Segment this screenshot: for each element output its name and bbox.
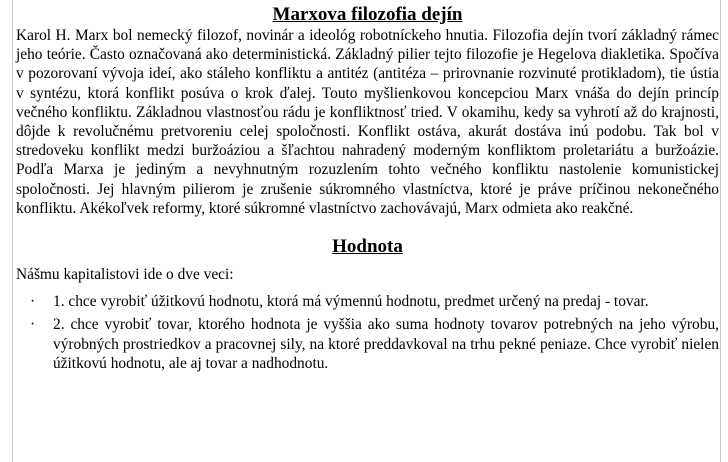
list-item [16,292,719,311]
hodnota-list [16,292,719,373]
hodnota-intro: Nášmu kapitalistovi ide o dve veci: [16,266,234,284]
list-item-text: 2. chce vyrobiť tovar, ktorého hodnota je vyššia ako suma hodnoty tovarov potrebných na jeho výrobu, výrobných prostriedkov a pracovnej sily, na ktoré preddavkoval na trhu pekné peniaze. Chce vyrobiť nielen úžitkovú hodnotu, ale aj tovar a nadhodnotu. [53,316,719,372]
section-title-hodnota: Hodnota [332,236,403,258]
list-item [16,315,719,373]
document-page [12,0,721,462]
marx-paragraph: Karol H. Marx bol nemecký filozof, novinár a ideológ robotníckeho hnutia. Filozofia dejín tvorí základný rámec jeho teórie. Často označovaná ako deterministická. Základný pilier tejto filozofie je Hegelova diakletika. Spočíva v pozorovaní vývoja ideí, ako stáleho konfliktu a antitéz (antitéza – prirovnanie rozvinuté protikladom), tie ústia v syntézu, ktorá konflikt posúva o krok ďalej. Touto myšlienkovou koncepciou Marx vnáša do dejín princíp večného konfliktu. Základnou vlastnosťou rádu je konfliktnosť tried. V okamihu, kedy sa vyhrotí až do krajnosti, dôjde k revolučnému pretvoreniu celej spoločnosti. Konflikt ostáva, akurát dostáva inú podobu. Tak bol v stredoveku konflikt medzi buržoáziou a šľachtou nahradený moderným konfliktom proletariátu a buržoázie. Podľa Marxa je jediným a nevyhnutným rozuzlením tohto večného konfliktu nastolenie komunistickej spoločnosti. Jej hlavným pilierom je zrušenie súkromného vlastníctva, ktoré je práve príčinou nekonečného konfliktu. Akékoľvek reformy, ktoré súkromné vlastníctvo zachovávajú, Marx odmieta ako reakčné. [16,27,719,217]
list-item-text: 1. chce vyrobiť úžitkovú hodnotu, ktorá má výmennú hodnotu, predmet určený na predaj - tovar. [53,293,649,311]
bullet-icon: · [30,293,36,311]
section-title-marx: Marxova filozofia dejín [272,4,463,25]
bullet-icon: · [30,316,36,334]
